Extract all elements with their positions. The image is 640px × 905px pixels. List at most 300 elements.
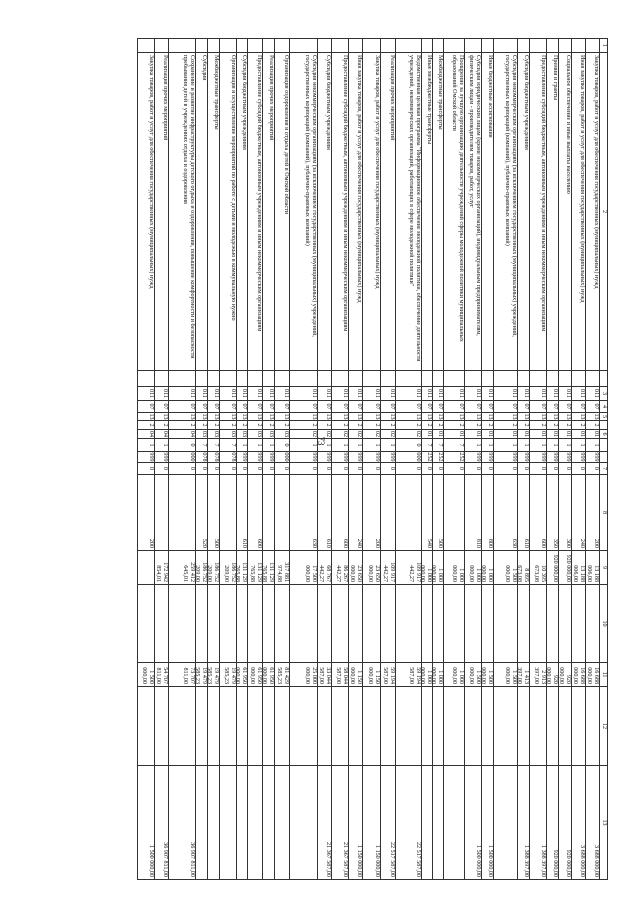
cell-c5a: 13 [137, 412, 154, 420]
cell-c3: 011 [443, 386, 464, 400]
cell-c7: 200 [362, 474, 380, 550]
cell-c5b: 2 [247, 420, 262, 429]
cell-c6a: 01 [517, 429, 529, 438]
cell-c12 [236, 765, 247, 880]
cell-c4: 07 [236, 400, 247, 412]
cell-empty [481, 686, 493, 765]
cell-empty [362, 686, 380, 765]
cell-name: Субсидии бюджетным учреждениям [517, 52, 529, 370]
header-cell: 11 [599, 662, 607, 686]
cell-c12: 3 688 000,00 [585, 765, 599, 880]
cell-c4: 07 [247, 400, 262, 412]
cell-empty [529, 370, 546, 386]
cell-empty [317, 686, 331, 765]
cell-c3: 011 [432, 386, 443, 400]
cell-c4: 07 [585, 400, 599, 412]
cell-c5b: 2 [207, 420, 219, 429]
cell-c3: 011 [289, 386, 317, 400]
table-row [529, 38, 547, 880]
cell-c3: 011 [571, 386, 585, 400]
cell-name: Субсидии некоммерческим организациям (за исключением государственных (муниципальных) учреждений, государственных корпораций (компаний), публично-правовых компаний) [493, 52, 517, 370]
cell-c8: 13 188 006,00 [571, 550, 585, 584]
table-row [331, 38, 349, 880]
cell-c7 [395, 474, 421, 550]
cell-empty [262, 38, 274, 52]
cell-c6a: 02 [317, 429, 331, 438]
cell-c10: 19 479 585,23 [195, 662, 207, 686]
cell-c12 [289, 765, 317, 880]
cell-c6b: 1 [247, 438, 262, 451]
cell-c6c: 000 [274, 451, 289, 462]
cell-c3: 011 [464, 386, 481, 400]
cell-name: Субсидии некоммерческим организациям (за исключением государственных (муниципальных) учреждений, государственных корпораций (компаний), публично-правовых компаний) [289, 52, 317, 370]
cell-c7: 200 [137, 474, 154, 550]
cell-c8: 1 000 000,00 [443, 550, 464, 584]
cell-empty [380, 370, 395, 386]
cell-c10: 54 707 811,00 [154, 662, 168, 686]
cell-empty [289, 584, 317, 662]
cell-c5a: 13 [236, 412, 247, 420]
table-row [421, 38, 433, 880]
cell-c4: 07 [529, 400, 546, 412]
cell-c5a: 13 [421, 412, 432, 420]
cell-empty [289, 38, 317, 52]
cell-c6d: 0 [331, 462, 348, 474]
cell-empty [137, 370, 154, 386]
cell-c10: 1 150 000,00 [362, 662, 380, 686]
cell-c5b: 2 [331, 420, 348, 429]
cell-c12 [207, 765, 219, 880]
cell-c10: 61 950 000,00 [236, 662, 247, 686]
cell-c8: 13 188 006,00 [585, 550, 599, 584]
cell-c6b: 1 [493, 438, 517, 451]
cell-c6d: 0 [274, 462, 289, 474]
cell-c4: 07 [154, 400, 168, 412]
cell-c12 [262, 765, 274, 880]
cell-c6d: 0 [154, 462, 168, 474]
cell-c6d: 0 [493, 462, 517, 474]
cell-empty [247, 584, 262, 662]
cell-c6a: 03 [219, 429, 236, 438]
cell-c5b: 2 [481, 420, 493, 429]
cell-c8 [137, 550, 154, 584]
table-header-row [599, 38, 608, 880]
cell-c6a: 01 [571, 429, 585, 438]
cell-empty [464, 584, 481, 662]
cell-c6b: 1 [546, 438, 558, 451]
cell-c12 [247, 765, 262, 880]
cell-c7: 610 [517, 474, 529, 550]
cell-c6c: 999 [558, 451, 571, 462]
cell-c6a: 04 [137, 429, 154, 438]
cell-empty [207, 584, 219, 662]
cell-c10: 1 000 000,00 [432, 662, 443, 686]
cell-c6d: 0 [585, 462, 599, 474]
cell-c12: 1 500 000,00 [481, 765, 493, 880]
cell-c6b: 0 [274, 438, 289, 451]
cell-c3: 011 [395, 386, 421, 400]
cell-c5b: 2 [395, 420, 421, 429]
cell-c4: 07 [421, 400, 432, 412]
cell-empty [207, 686, 219, 765]
cell-c8: 10 395 673,08 [529, 550, 546, 584]
cell-c6d: 0 [137, 462, 154, 474]
cell-c3: 011 [262, 386, 274, 400]
cell-c6d: 0 [571, 462, 585, 474]
cell-name: Организация оздоровления и отдыха детей в Омской области [274, 52, 289, 370]
cell-empty [331, 38, 348, 52]
cell-c10: 16 688 000,00 [585, 662, 599, 686]
table-row [236, 38, 248, 880]
cell-empty [236, 584, 247, 662]
cell-empty [137, 38, 154, 52]
cell-c5a: 13 [571, 412, 585, 420]
cell-c3: 011 [195, 386, 207, 400]
cell-empty [546, 38, 558, 52]
cell-c4: 07 [137, 400, 154, 412]
cell-c6a: 01 [585, 429, 599, 438]
cell-c5b: 2 [362, 420, 380, 429]
cell-c10: 1 413 397,00 [517, 662, 529, 686]
cell-empty [154, 38, 168, 52]
cell-c6d: 0 [464, 462, 481, 474]
cell-c3: 011 [168, 386, 195, 400]
cell-empty [207, 38, 219, 52]
cell-c8: 131 129 765,88 [247, 550, 262, 584]
table-row [219, 38, 237, 880]
cell-c6a: 03 [262, 429, 274, 438]
table-row [395, 38, 422, 880]
table-row [195, 38, 208, 880]
cell-empty [481, 584, 493, 662]
cell-c3: 011 [421, 386, 432, 400]
cell-c5b: 2 [137, 420, 154, 429]
cell-c8: 920 000,00 [558, 550, 571, 584]
table-row [274, 38, 290, 880]
cell-empty [154, 370, 168, 386]
cell-c6a: 01 [529, 429, 546, 438]
cell-c5b: 2 [571, 420, 585, 429]
cell-c6c: 999 [546, 451, 558, 462]
cell-c5a: 13 [317, 412, 331, 420]
cell-c6b: 1 [331, 438, 348, 451]
header-cell: 4 [599, 400, 607, 412]
cell-c4: 07 [546, 400, 558, 412]
table-row [571, 38, 586, 880]
cell-c5a: 13 [168, 412, 195, 420]
cell-c10: 61 950 000,00 [262, 662, 274, 686]
cell-c6b: 1 [481, 438, 493, 451]
cell-c6b: 1 [558, 438, 571, 451]
cell-c6b: 1 [529, 438, 546, 451]
header-cell: 9 [599, 550, 607, 584]
cell-c6d: 0 [517, 462, 529, 474]
cell-c6d: 0 [432, 462, 443, 474]
cell-name: Ведомственная целевая программа "Информационное обеспечение молодежной политики, обеспечение деятельности учреждений, некоммерческих организаций, работающих в сфере молодежной политики" [395, 52, 421, 370]
cell-empty [331, 584, 348, 662]
cell-c8: 317 881 974,88 [274, 550, 289, 584]
cell-c8: 186 752 209,00 [195, 550, 207, 584]
cell-name: Реализация прочих мероприятий [262, 52, 274, 370]
cell-c3: 011 [546, 386, 558, 400]
cell-c6a: 02 [362, 429, 380, 438]
cell-c6c: 078 [195, 451, 207, 462]
cell-c7: 500 [432, 474, 443, 550]
cell-c6d: 0 [348, 462, 362, 474]
cell-c5b: 2 [517, 420, 529, 429]
cell-c6b: 1 [380, 438, 395, 451]
table-row [262, 38, 275, 880]
cell-c7 [443, 474, 464, 550]
cell-c6d: 0 [395, 462, 421, 474]
cell-empty [247, 686, 262, 765]
cell-c4: 07 [317, 400, 331, 412]
cell-c3: 011 [348, 386, 362, 400]
cell-empty [262, 686, 274, 765]
cell-empty [331, 370, 348, 386]
cell-c5a: 13 [262, 412, 274, 420]
cell-c5a: 13 [546, 412, 558, 420]
cell-c6c: 999 [236, 451, 247, 462]
cell-empty [493, 686, 517, 765]
cell-c6d: 0 [317, 462, 331, 474]
cell-c6b: 7 [195, 438, 207, 451]
cell-c8: 1 000 000,00 [432, 550, 443, 584]
cell-c6c: 999 [571, 451, 585, 462]
cell-c5b: 2 [195, 420, 207, 429]
cell-empty [289, 370, 317, 386]
cell-empty [195, 584, 207, 662]
cell-c6b: 7 [207, 438, 219, 451]
cell-c5a: 13 [585, 412, 599, 420]
cell-name: Иные межбюджетные трансферты [421, 52, 432, 370]
cell-c6d: 0 [207, 462, 219, 474]
cell-c6a: 01 [464, 429, 481, 438]
cell-c10: 920 000,00 [546, 662, 558, 686]
header-cell [599, 370, 607, 386]
cell-c7: 610 [317, 474, 331, 550]
cell-c12: 3 688 000,00 [571, 765, 585, 880]
cell-c6b: 1 [517, 438, 529, 451]
cell-empty [517, 370, 529, 386]
cell-c6c: 999 [348, 451, 362, 462]
cell-empty [137, 584, 154, 662]
cell-empty [236, 370, 247, 386]
cell-c6c: 999 [380, 451, 395, 462]
cell-c3: 011 [493, 386, 517, 400]
cell-c6a: 01 [481, 429, 493, 438]
cell-empty [195, 686, 207, 765]
cell-c6a: 02 [348, 429, 362, 438]
cell-c7: 240 [571, 474, 585, 550]
cell-c6c: 252 [443, 451, 464, 462]
cell-empty [168, 686, 195, 765]
cell-c7 [168, 474, 195, 550]
cell-c5b: 2 [529, 420, 546, 429]
cell-c5b: 2 [421, 420, 432, 429]
cell-c7 [380, 474, 395, 550]
cell-empty [362, 370, 380, 386]
cell-empty [571, 370, 585, 386]
cell-c3: 011 [219, 386, 236, 400]
cell-c4: 07 [219, 400, 236, 412]
table-row [481, 38, 494, 880]
cell-empty [421, 584, 432, 662]
cell-empty [464, 370, 481, 386]
page-number: 73 [316, 436, 326, 446]
cell-empty [289, 686, 317, 765]
table-bottom-border [137, 38, 138, 880]
cell-empty [585, 686, 599, 765]
cell-empty [546, 584, 558, 662]
cell-c6c: 999 [464, 451, 481, 462]
cell-name: Субсидии юридическим лицам (кроме некоммерческих организаций), индивидуальным предпринимателям, физическим лицам - производителям товаров, работ, услуг [464, 52, 481, 370]
table-row [558, 38, 572, 880]
cell-empty [219, 686, 236, 765]
cell-empty [395, 370, 421, 386]
cell-c6c: 999 [529, 451, 546, 462]
header-cell: 10 [599, 584, 607, 662]
cell-c10: 1 150 000,00 [348, 662, 362, 686]
table-row [380, 38, 396, 880]
cell-c5b: 2 [380, 420, 395, 429]
cell-c12: 1 388 397,00 [529, 765, 546, 880]
cell-empty [395, 686, 421, 765]
cell-c6c: 999 [493, 451, 517, 462]
cell-c6b: 1 [585, 438, 599, 451]
cell-c7 [262, 474, 274, 550]
cell-empty [274, 686, 289, 765]
cell-c6c: 000 [168, 451, 195, 462]
cell-c5a: 13 [493, 412, 517, 420]
cell-c3: 011 [274, 386, 289, 400]
cell-c6d: 0 [219, 462, 236, 474]
cell-c8: 23 650 000,00 [348, 550, 362, 584]
table-row [493, 38, 518, 880]
header-cell: 8 [599, 474, 607, 550]
cell-c5b: 2 [464, 420, 481, 429]
cell-empty [395, 38, 421, 52]
cell-c6b: 7 [421, 438, 432, 451]
cell-c6b: 7 [443, 438, 464, 451]
cell-c6c: 999 [317, 451, 331, 462]
cell-c6c: 999 [262, 451, 274, 462]
cell-c4: 07 [331, 400, 348, 412]
cell-empty [362, 584, 380, 662]
cell-c6b: 1 [236, 438, 247, 451]
cell-c10: 81 429 585,23 [274, 662, 289, 686]
cell-c8: 8 895 673,08 [517, 550, 529, 584]
cell-c12: 36 907 811,00 [168, 765, 195, 880]
cell-c6b: 1 [154, 438, 168, 451]
cell-c4: 07 [571, 400, 585, 412]
cell-c5a: 13 [395, 412, 421, 420]
cell-c12: 1 388 397,00 [517, 765, 529, 880]
cell-c3: 011 [331, 386, 348, 400]
cell-empty [348, 370, 362, 386]
cell-c10: 920 000,00 [558, 662, 571, 686]
cell-c6c: 999 [585, 451, 599, 462]
cell-empty [432, 686, 443, 765]
cell-c4: 07 [380, 400, 395, 412]
cell-c6b: 1 [289, 438, 317, 451]
cell-c8: 131 129 765,88 [262, 550, 274, 584]
cell-empty [168, 370, 195, 386]
cell-c8: 1 000 000,00 [464, 550, 481, 584]
cell-c6d: 0 [236, 462, 247, 474]
cell-c6b: 0 [395, 438, 421, 451]
table-row [168, 38, 196, 880]
cell-empty [348, 584, 362, 662]
cell-c7 [154, 474, 168, 550]
cell-c6a: 02 [289, 429, 317, 438]
cell-c7: 500 [207, 474, 219, 550]
cell-c6b: 0 [168, 438, 195, 451]
cell-c12 [219, 765, 236, 880]
cell-c6c: 999 [517, 451, 529, 462]
cell-c6d: 0 [262, 462, 274, 474]
cell-c6d: 0 [380, 462, 395, 474]
cell-c8: 109 917 442,27 [380, 550, 395, 584]
cell-c7: 630 [493, 474, 517, 550]
cell-c5a: 13 [207, 412, 219, 420]
cell-empty [529, 584, 546, 662]
cell-c5a: 13 [517, 412, 529, 420]
cell-c5a: 13 [558, 412, 571, 420]
cell-empty [154, 584, 168, 662]
cell-empty [558, 584, 571, 662]
cell-c12: 22 517 587,00 [380, 765, 395, 880]
header-cell: 1 [599, 38, 607, 52]
cell-c6d: 0 [481, 462, 493, 474]
cell-c5b: 2 [236, 420, 247, 429]
cell-c5b: 2 [219, 420, 236, 429]
header-cell [599, 451, 607, 462]
cell-c10: 73 707 811,00 [168, 662, 195, 686]
cell-empty [585, 38, 599, 52]
header-cell: 6 [599, 429, 607, 438]
cell-name: Премии и гранты [546, 52, 558, 370]
cell-empty [274, 370, 289, 386]
cell-name: Субсидии [195, 52, 207, 370]
cell-name: Субсидии бюджетным учреждениям [236, 52, 247, 370]
cell-empty [529, 686, 546, 765]
cell-c12 [421, 765, 432, 880]
cell-name: Иная закупка товаров, работ и услуг для обеспечения государственных (муниципальных) нужд [571, 52, 585, 370]
table-row [443, 38, 465, 880]
cell-c6d: 0 [443, 462, 464, 474]
cell-name: Предоставление субсидий бюджетным, автономным учреждениям и иным некоммерческим организациям [247, 52, 262, 370]
cell-c12: 1 500 000,00 [137, 765, 154, 880]
cell-c5a: 13 [432, 412, 443, 420]
cell-empty [421, 370, 432, 386]
cell-c12: 22 517 587,00 [395, 765, 421, 880]
table-row [546, 38, 559, 880]
cell-c5a: 13 [274, 412, 289, 420]
cell-c6d: 0 [247, 462, 262, 474]
cell-c4: 07 [348, 400, 362, 412]
cell-c6a: 03 [195, 429, 207, 438]
cell-empty [421, 38, 432, 52]
cell-c6a: 01 [493, 429, 517, 438]
cell-c5a: 13 [362, 412, 380, 420]
cell-c12 [443, 765, 464, 880]
cell-empty [195, 370, 207, 386]
cell-c8: 1 000 000,00 [481, 550, 493, 584]
cell-c8: 86 267 442,27 [331, 550, 348, 584]
cell-c12: 1 150 000,00 [362, 765, 380, 880]
cell-c12: 1 500 000,00 [464, 765, 481, 880]
